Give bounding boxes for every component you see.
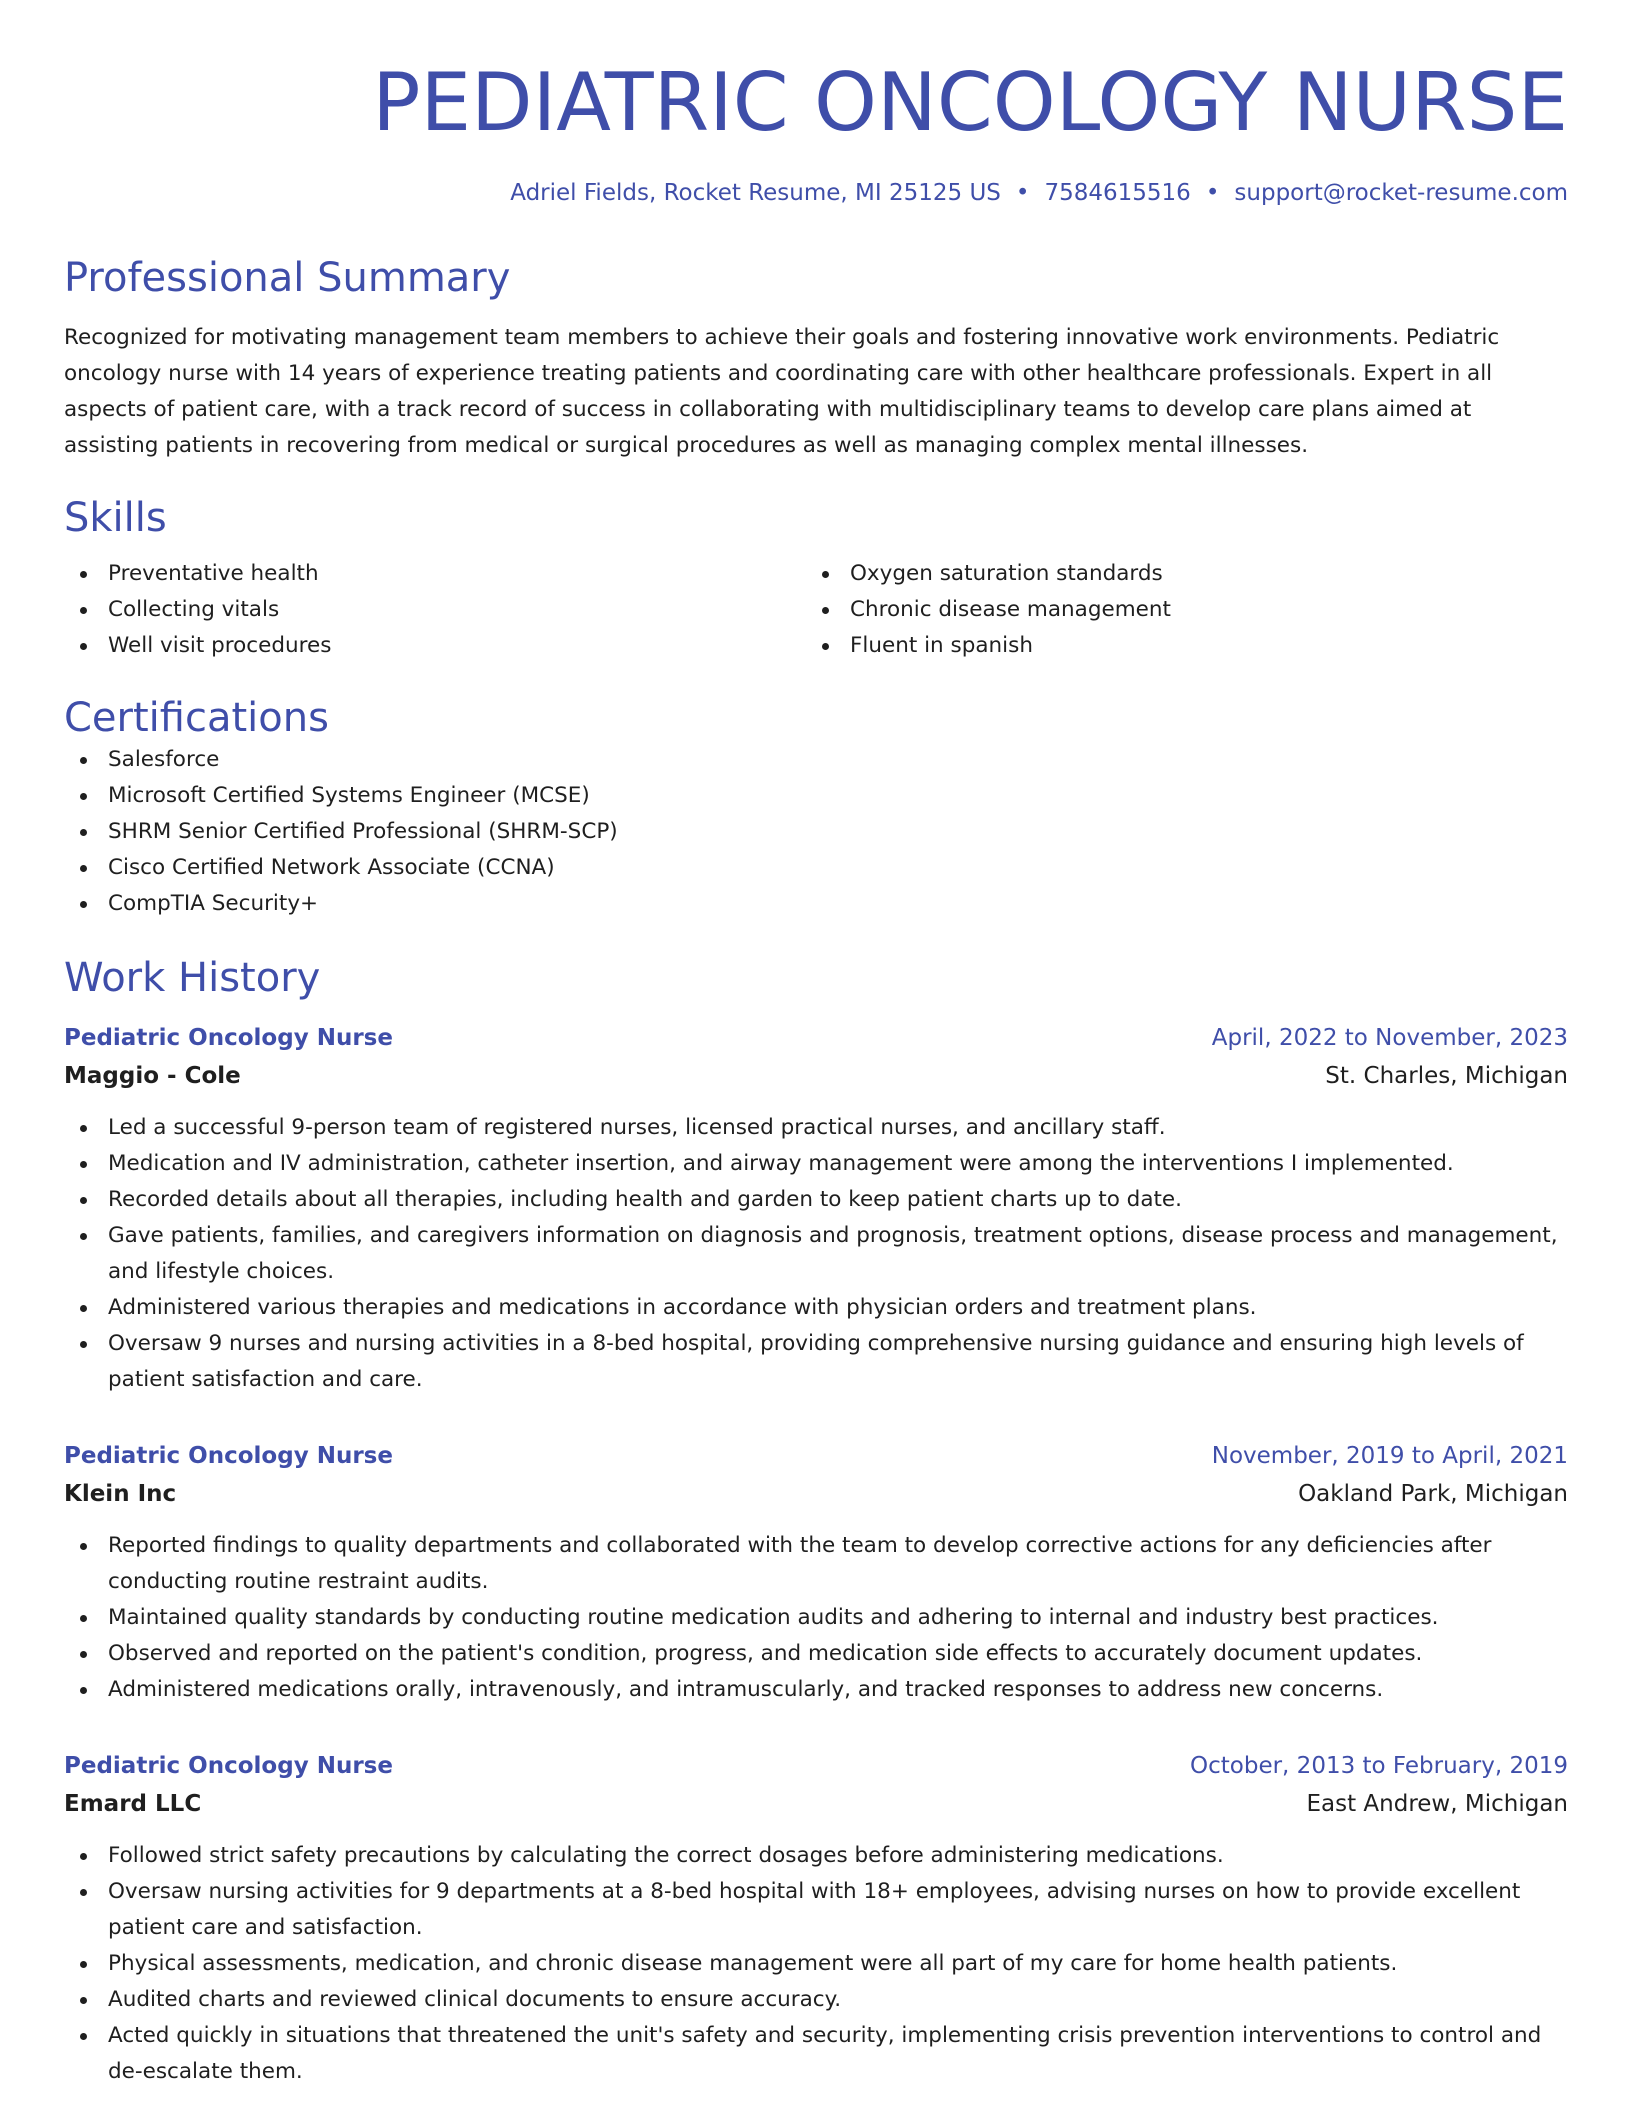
job-bullet: Reported findings to quality departments and collaborated with the team to develop corrective actions for any deficiencies after conducting routine restraint audits. xyxy=(64,1528,1568,1600)
contact-line xyxy=(64,178,1568,208)
job-bullet: Followed strict safety precautions by calculating the correct dosages before administering medications. xyxy=(64,1838,1568,1874)
job-title-row xyxy=(64,1020,1568,1056)
job-title: Pediatric Oncology Nurse xyxy=(64,1753,393,1779)
job-dates: October, 2013 to February, 2019 xyxy=(1190,1753,1568,1779)
job-entry xyxy=(64,1438,1568,1708)
skills-column-left xyxy=(64,556,806,664)
skill-item: Collecting vitals xyxy=(64,592,806,628)
contact-address: Adriel Fields, Rocket Resume, MI 25125 US xyxy=(510,180,1001,206)
skill-item: Preventative health xyxy=(64,556,806,592)
contact-separator: • xyxy=(1015,180,1030,206)
work-history-heading: Work History xyxy=(64,955,321,1001)
resume-header xyxy=(64,52,1568,208)
skill-item: Well visit procedures xyxy=(64,628,806,664)
job-company: Klein Inc xyxy=(64,1481,177,1507)
skills-heading: Skills xyxy=(64,495,167,541)
contact-email: support@rocket-resume.com xyxy=(1234,180,1568,206)
job-company: Emard LLC xyxy=(64,1791,202,1817)
contact-separator: • xyxy=(1205,180,1220,206)
job-title: Pediatric Oncology Nurse xyxy=(64,1025,393,1051)
job-dates: April, 2022 to November, 2023 xyxy=(1211,1025,1568,1051)
job-bullets xyxy=(64,1838,1568,2090)
job-entry xyxy=(64,1748,1568,2090)
resume-title: PEDIATRIC ONCOLOGY NURSE xyxy=(372,56,1568,149)
job-bullet: Administered various therapies and medications in accordance with physician orders and treatment plans. xyxy=(64,1290,1568,1326)
job-bullet: Physical assessments, medication, and chronic disease management were all part of my care for home health patients. xyxy=(64,1946,1568,1982)
job-bullet: Medication and IV administration, catheter insertion, and airway management were among the interventions I implemented. xyxy=(64,1146,1568,1182)
job-company-row xyxy=(64,1784,1568,1824)
job-company-row xyxy=(64,1474,1568,1514)
skill-item: Chronic disease management xyxy=(806,592,1548,628)
job-entry xyxy=(64,1020,1568,1398)
job-bullet: Led a successful 9-person team of registered nurses, licensed practical nurses, and ancillary staff. xyxy=(64,1110,1568,1146)
job-bullet: Observed and reported on the patient's condition, progress, and medication side effects to accurately document updates. xyxy=(64,1636,1568,1672)
job-bullet: Oversaw nursing activities for 9 departments at a 8-bed hospital with 18+ employees, advising nurses on how to provide excellent patient care and satisfaction. xyxy=(64,1874,1568,1946)
job-company: Maggio - Cole xyxy=(64,1063,241,1089)
skills-list xyxy=(64,556,1568,664)
skill-item: Oxygen saturation standards xyxy=(806,556,1548,592)
job-title-row xyxy=(64,1438,1568,1474)
job-bullet: Recorded details about all therapies, including health and garden to keep patient charts up to date. xyxy=(64,1182,1568,1218)
job-bullets xyxy=(64,1528,1568,1708)
job-bullet: Administered medications orally, intravenously, and intramuscularly, and tracked responses to address new concerns. xyxy=(64,1672,1568,1708)
job-bullet: Audited charts and reviewed clinical documents to ensure accuracy. xyxy=(64,1982,1568,2018)
certification-item: CompTIA Security+ xyxy=(64,886,1568,922)
certification-item: Salesforce xyxy=(64,742,1568,778)
skill-item: Fluent in spanish xyxy=(806,628,1548,664)
skills-column-right xyxy=(806,556,1548,664)
job-bullet: Oversaw 9 nurses and nursing activities in a 8-bed hospital, providing comprehensive nursing guidance and ensuring high levels of patient satisfaction and care. xyxy=(64,1326,1568,1398)
job-location: Oakland Park, Michigan xyxy=(1298,1481,1568,1507)
certification-item: Microsoft Certified Systems Engineer (MCSE) xyxy=(64,778,1568,814)
job-location: East Andrew, Michigan xyxy=(1306,1791,1568,1817)
job-bullets xyxy=(64,1110,1568,1398)
job-bullet: Gave patients, families, and caregivers information on diagnosis and prognosis, treatment options, disease process and management, and lifestyle choices. xyxy=(64,1218,1568,1290)
job-title-row xyxy=(64,1748,1568,1784)
job-bullet: Acted quickly in situations that threatened the unit's safety and security, implementing crisis prevention interventions to control and de-escalate them. xyxy=(64,2018,1568,2090)
job-location: St. Charles, Michigan xyxy=(1325,1063,1568,1089)
certifications-list xyxy=(64,742,1568,922)
job-company-row xyxy=(64,1056,1568,1096)
job-title: Pediatric Oncology Nurse xyxy=(64,1443,393,1469)
job-bullet: Maintained quality standards by conducting routine medication audits and adhering to internal and industry best practices. xyxy=(64,1600,1568,1636)
summary-text: Recognized for motivating management team members to achieve their goals and fostering innovative work environments. Pediatric oncology nurse with 14 years of experience treating patients and coordinating care with other healthcare professionals. Expert in all aspects of patient care, with a track record of success in collaborating with multidisciplinary teams to develop care plans aimed at assisting patients in recovering from medical or surgical procedures as well as managing complex mental illnesses. xyxy=(64,325,1500,458)
certification-item: SHRM Senior Certified Professional (SHRM-SCP) xyxy=(64,814,1568,850)
certification-item: Cisco Certified Network Associate (CCNA) xyxy=(64,850,1568,886)
summary-heading: Professional Summary xyxy=(64,255,511,301)
job-dates: November, 2019 to April, 2021 xyxy=(1211,1443,1568,1469)
certifications-heading: Certifications xyxy=(64,695,329,741)
contact-phone: 7584615516 xyxy=(1044,180,1191,206)
